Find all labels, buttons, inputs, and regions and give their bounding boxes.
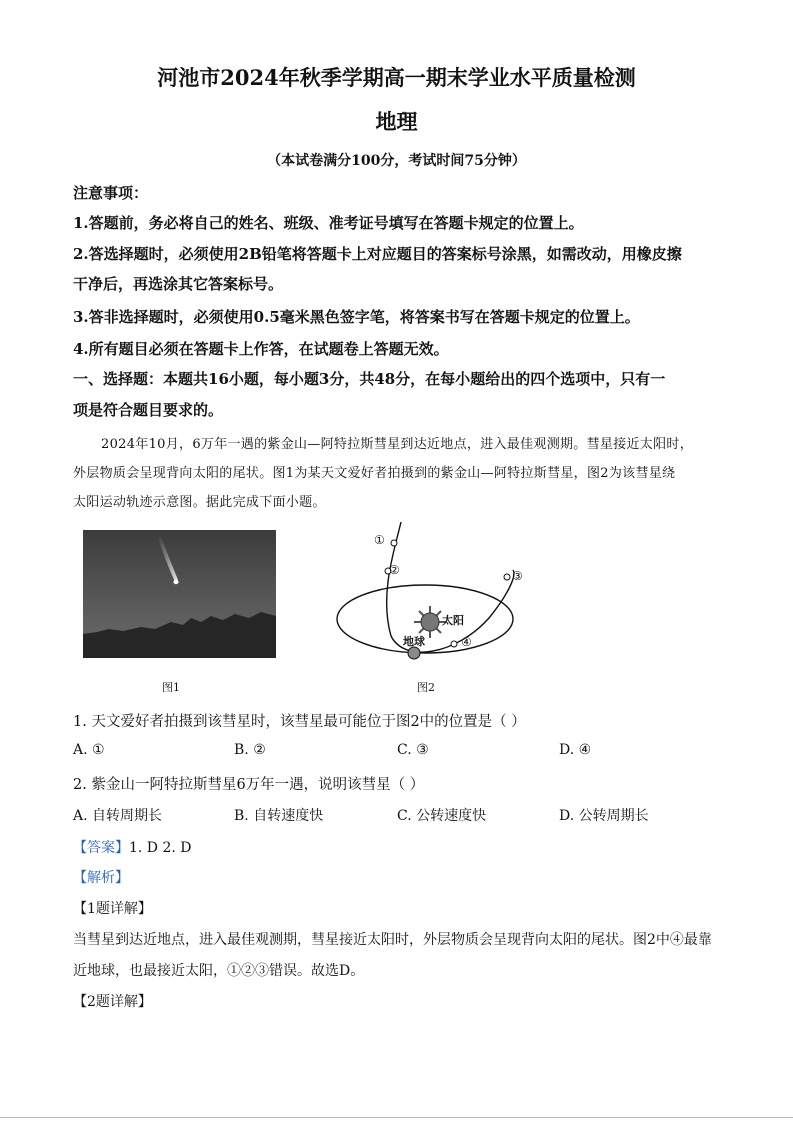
q2-option-a: A. 自转周期长 xyxy=(73,808,163,824)
comet-photo-image xyxy=(83,530,276,658)
note-item: 3.答非选择题时，必须使用0.5毫米黑色签字笔，将答案书写在答题卡规定的位置上。 xyxy=(73,308,640,326)
marker-label-4: ④ xyxy=(461,635,472,649)
passage-line: 太阳运动轨迹示意图。据此完成下面小题。 xyxy=(73,495,326,510)
notes-heading: 注意事项： xyxy=(73,184,149,202)
figure2-caption: 图2 xyxy=(417,681,435,694)
question-1-stem: 1. 天文爱好者拍摄到该彗星时，该彗星最可能位于图2中的位置是（ ） xyxy=(73,714,526,730)
q1-option-b: B. ② xyxy=(234,742,266,758)
q1-option-d: D. ④ xyxy=(559,742,592,758)
question-2-stem: 2. 紫金山一阿特拉斯彗星6万年一遇，说明该彗星（ ） xyxy=(73,777,425,793)
q1-option-c: C. ③ xyxy=(397,742,429,758)
marker-label-2: ② xyxy=(389,563,400,577)
section-heading-line1: 一、选择题：本题共16小题，每小题3分，共48分，在每小题给出的四个选项中，只有一 xyxy=(73,370,666,388)
exam-title: 河池市2024年秋季学期高一期末学业水平质量检测 xyxy=(157,65,636,90)
q1-detail-text: 近地球，也最接近太阳，①②③错误。故选D。 xyxy=(73,963,365,979)
comet-photo xyxy=(83,530,276,658)
note-item: 1.答题前，务必将自己的姓名、班级、准考证号填写在答题卡规定的位置上。 xyxy=(73,214,584,232)
q2-option-d: D. 公转周期长 xyxy=(559,808,649,824)
section-heading-line2: 项是符合题目要求的。 xyxy=(73,401,224,419)
earth-label: 地球 xyxy=(403,635,425,648)
marker-point-4 xyxy=(451,641,457,647)
q2-option-c: C. 公转速度快 xyxy=(397,808,487,824)
marker-label-3: ③ xyxy=(512,569,523,583)
answer-line xyxy=(73,837,192,857)
page-bottom-divider xyxy=(0,1117,793,1118)
note-item: 4.所有题目必须在答题卡上作答，在试题卷上答题无效。 xyxy=(73,340,449,358)
q1-detail-heading: 【1题详解】 xyxy=(73,901,152,917)
exam-info: （本试卷满分100分，考试时间75分钟） xyxy=(267,153,526,169)
analysis-tag: 【解析】 xyxy=(73,870,129,886)
note-item: 干净后，再选涂其它答案标号。 xyxy=(73,275,284,293)
orbit-diagram-svg xyxy=(325,518,530,668)
passage-line: 外层物质会呈现背向太阳的尾状。图1为某天文爱好者拍摄到的紫金山—阿特拉斯彗星，图2为该彗星绕 xyxy=(73,466,676,481)
subject-title: 地理 xyxy=(375,109,418,134)
figure1-caption: 图1 xyxy=(162,681,180,694)
q2-option-b: B. 自转速度快 xyxy=(234,808,324,824)
passage-line: 2024年10月，6万年一遇的紫金山—阿特拉斯彗星到达近地点，进入最佳观测期。彗星接近太阳时， xyxy=(101,437,693,452)
note-item: 2.答选择题时，必须使用2B铅笔将答题卡上对应题目的答案标号涂黑，如需改动，用橡皮擦 xyxy=(73,245,682,263)
marker-point-1 xyxy=(391,540,397,546)
q1-option-a: A. ① xyxy=(73,742,105,758)
answer-text: 1. D 2. D xyxy=(129,840,192,856)
q1-detail-text: 当彗星到达近地点，进入最佳观测期，彗星接近太阳时，外层物质会呈现背向太阳的尾状。图2中④最靠 xyxy=(73,932,712,948)
marker-point-3 xyxy=(504,574,510,580)
marker-label-1: ① xyxy=(374,533,385,547)
answer-tag: 【答案】 xyxy=(73,840,129,856)
comet-orbit-diagram xyxy=(325,518,530,668)
sun-label: 太阳 xyxy=(442,614,464,627)
q2-detail-heading: 【2题详解】 xyxy=(73,994,152,1010)
